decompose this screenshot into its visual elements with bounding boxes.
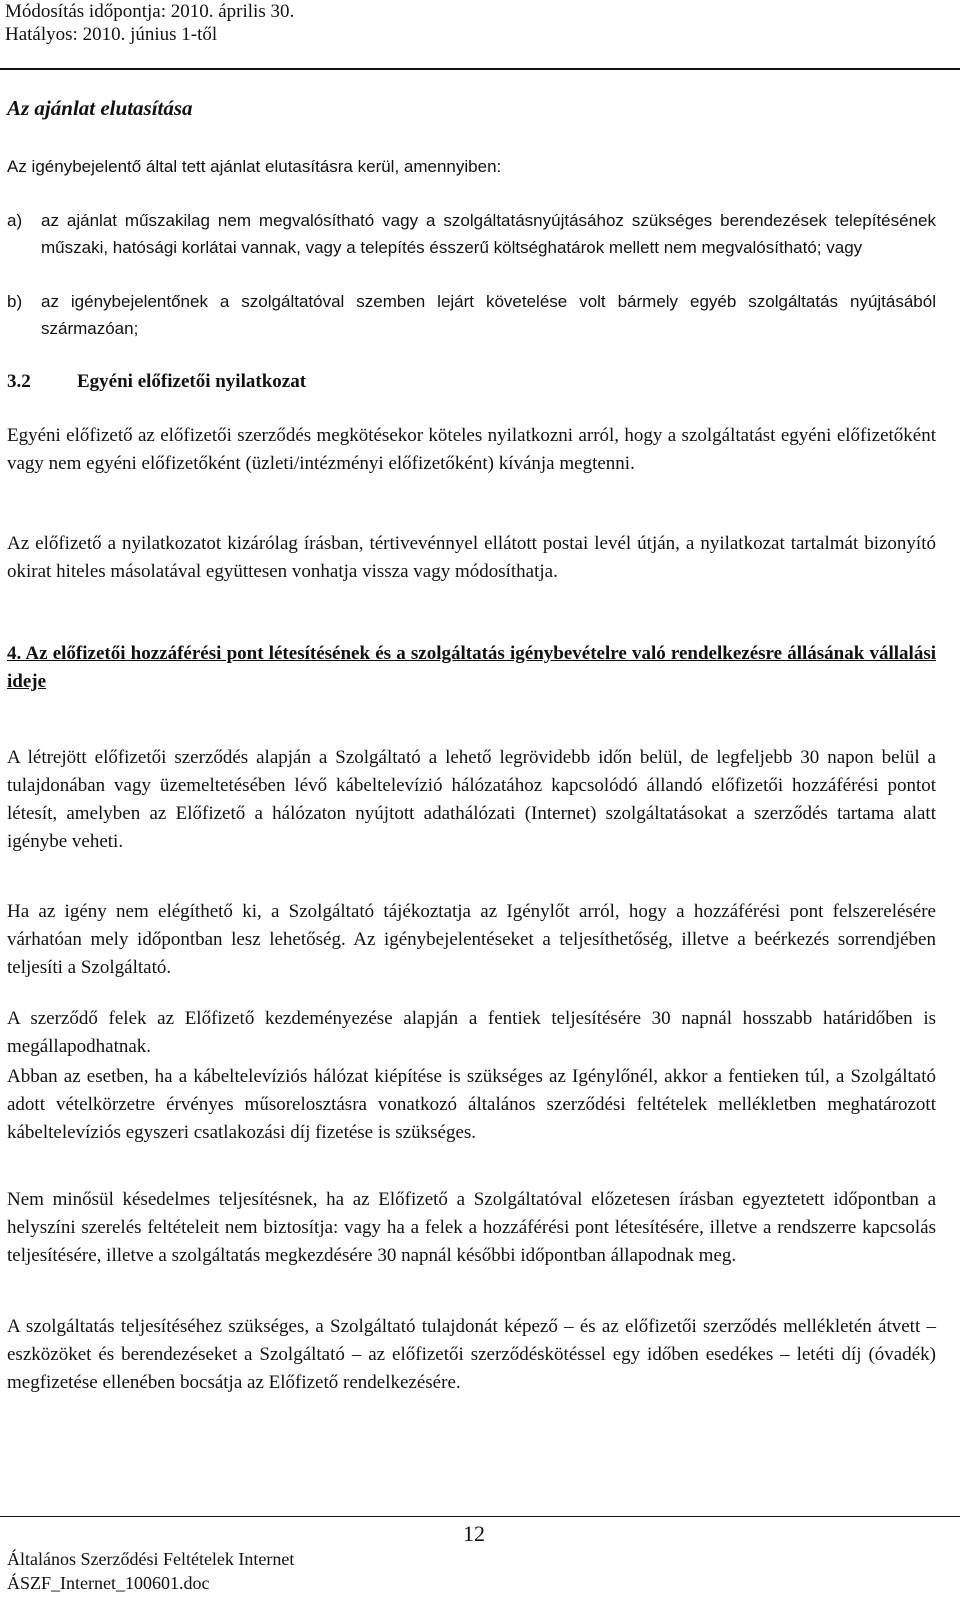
- paragraph: Ha az igény nem elégíthető ki, a Szolgáltató tájékoztatja az Igénylőt arról, hogy a hozzáférési pont felszerelésére várhatóan mely időpontban lesz lehetőség. Az igénybejelentéseket a teljesíthetőség, illetve a beérkezés sorrendjében teljesíti a Szolgáltató.: [7, 901, 936, 978]
- modified-date: Módosítás időpontja: 2010. április 30.: [5, 1, 295, 22]
- page-number: 12: [463, 1521, 485, 1546]
- item-marker: b): [7, 292, 23, 311]
- footer-file-name: ÁSZF_Internet_100601.doc: [7, 1573, 210, 1593]
- footer-document-title: Általános Szerződési Feltételek Internet: [7, 1549, 295, 1569]
- section-heading-text: Egyéni előfizetői nyilatkozat: [77, 371, 307, 392]
- paragraph: A szolgáltatás teljesítéséhez szükséges, a Szolgáltató tulajdonát képező – és az előfizetői szerződés mellékletén átvett – eszközöket és berendezéseket a Szolgáltató – az előfizetői szerződéskötéssel egy időben esedékes – letéti díj (óvadék) megfizetése ellenében bocsátja az Előfizető rendelkezésére.: [7, 1316, 936, 1393]
- section-heading-3-2: [7, 371, 306, 393]
- paragraph: Egyéni előfizető az előfizetői szerződés megkötésekor köteles nyilatkozni arról, hogy a szolgáltatást egyéni előfizetőként vagy nem egyéni előfizetőként (üzleti/intézményi előfizetőként) kívánja megtenni.: [7, 425, 936, 474]
- footer-divider: [0, 1516, 960, 1517]
- paragraph: A szerződő felek az Előfizető kezdeményezése alapján a fentiek teljesítésére 30 napnál hosszabb határidőben is megállapodhatnak.: [7, 1008, 936, 1057]
- effective-date: Hatályos: 2010. június 1-től: [5, 24, 218, 45]
- item-text: az igénybejelentőnek a szolgáltatóval szemben lejárt követelése volt bármely egyéb szolgáltatás nyújtásából származóan;: [41, 292, 936, 338]
- rejection-item-a: [7, 207, 936, 261]
- paragraph: Abban az esetben, ha a kábeltelevíziós hálózat kiépítése is szükséges az Igénylőnél, akkor a fentieken túl, a Szolgáltató adott vételkörzetre érvényes műsorelosztásra vonatkozó általános szerződési feltételek mellékletben meghatározott kábeltelevíziós egyszeri csatlakozási díj fizetése is szükséges.: [7, 1066, 936, 1143]
- section-title-rejection: Az ajánlat elutasítása: [7, 96, 193, 120]
- paragraph: Az előfizető a nyilatkozatot kizárólag írásban, tértivevénnyel ellátott postai levél útján, a nyilatkozat tartalmát bizonyító okirat hiteles másolatával együttesen vonhatja vissza vagy módosíthatja.: [7, 533, 936, 582]
- item-text: az ajánlat műszakilag nem megvalósítható vagy a szolgáltatásnyújtásához szükséges berendezések telepítésének műszaki, hatósági korlátai vannak, vagy a telepítés ésszerű költséghatárok mellett nem megvalósítható; vagy: [41, 211, 936, 257]
- paragraph: A létrejött előfizetői szerződés alapján a Szolgáltató a lehető legrövidebb időn belül, de legfeljebb 30 napon belül a tulajdonában vagy üzemeltetésében lévő kábeltelevízió hálózatához kapcsolódó állandó előfizetői hozzáférési pontot létesít, amelyben az Előfizető a hálózaton nyújtott adathálózati (Internet) szolgáltatásokat a szerződés tartama alatt igénybe veheti.: [7, 747, 936, 852]
- page-header: [0, 0, 960, 73]
- rejection-item-b: [7, 288, 936, 342]
- section-heading-4: 4. Az előfizetői hozzáférési pont létesítésének és a szolgáltatás igénybevételre való rendelkezésre állásának vállalási ideje: [7, 643, 936, 692]
- item-marker: a): [7, 211, 23, 230]
- rejection-intro: Az igénybejelentő által tett ajánlat elutasításra kerül, amennyiben:: [7, 157, 502, 176]
- header-divider: [0, 68, 960, 70]
- section-number: 3.2: [7, 371, 31, 392]
- paragraph: Nem minősül késedelmes teljesítésnek, ha az Előfizető a Szolgáltatóval előzetesen írásban egyeztetett időpontban a helyszíni szerelés feltételeit nem biztosítja: vagy ha a felek a hozzáférési pont létesítésére, illetve a rendszerre kapcsolás teljesítésére, illetve a szolgáltatás megkezdésére 30 napnál későbbi időpontban állapodnak meg.: [7, 1189, 936, 1266]
